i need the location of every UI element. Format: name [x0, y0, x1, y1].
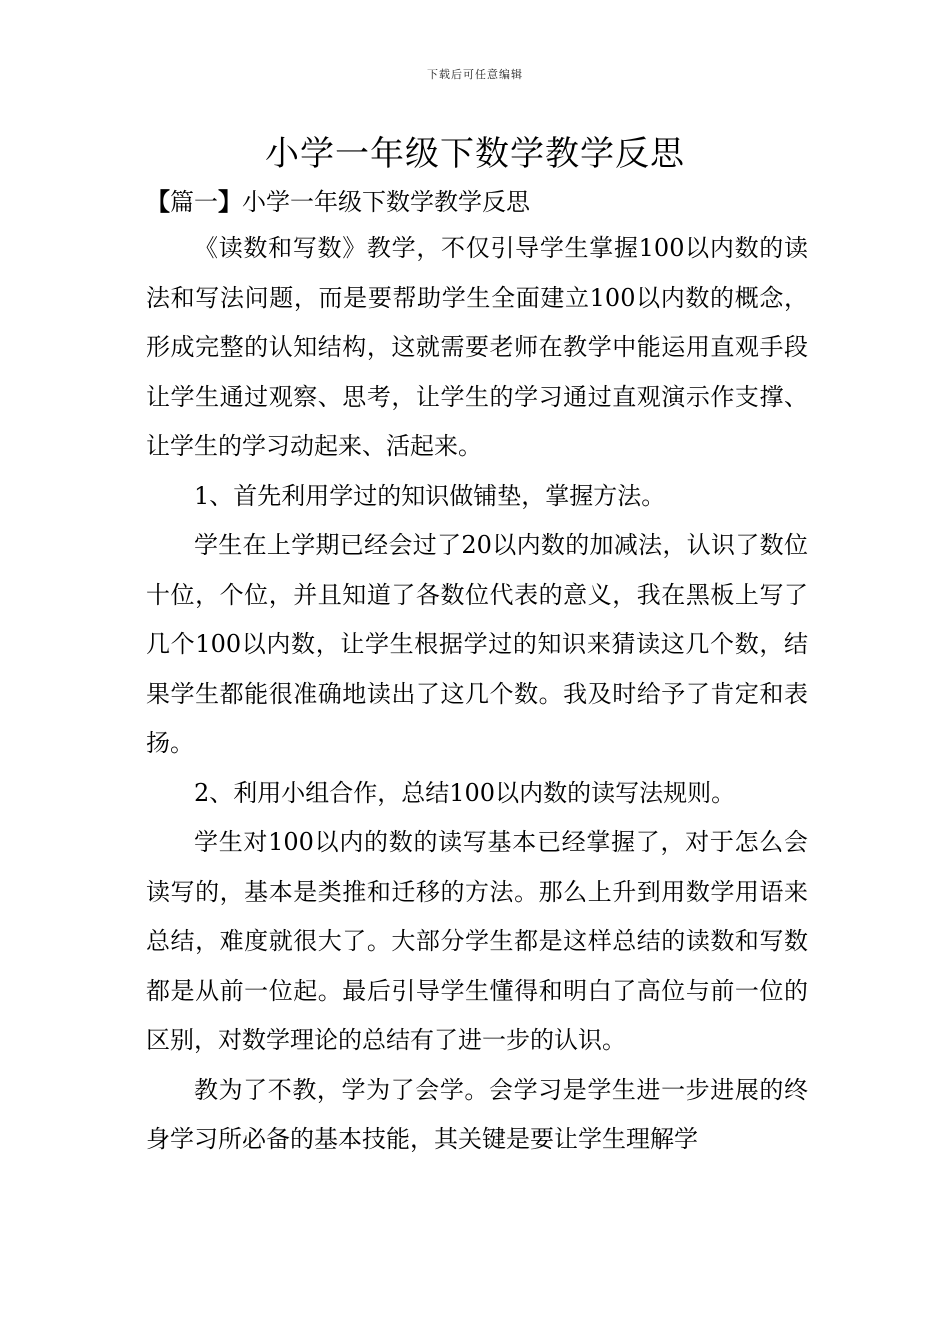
- section-close-bracket: 】: [218, 187, 242, 216]
- document-title: 小学一年级下数学教学反思: [265, 134, 685, 174]
- paragraph-conclusion: 教为了不教，学为了会学。会学习是学生进一步进展的终身学习所必备的基本技能，其关键是要让学生理解学: [146, 1075, 808, 1153]
- section-heading: [146, 182, 530, 217]
- paragraph-point-2-body: 学生对100以内的数的读写基本已经掌握了，对于怎么会读写的，基本是类推和迁移的方法。那么上升到用数学用语来总结，难度就很大了。大部分学生都是这样总结的读数和写数都是从前一位起。最后引导学生懂得和明白了高位与前一位的区别，对数学理论的总结有了进一步的认识。: [146, 828, 808, 1054]
- paragraph-point-1-heading: 1、首先利用学过的知识做铺垫，掌握方法。: [194, 481, 666, 510]
- document-body: [146, 224, 808, 1165]
- section-open-bracket: 【: [146, 187, 170, 216]
- paragraph-intro: 《读数和写数》教学，不仅引导学生掌握100以内数的读法和写法问题，而是要帮助学生全面建立100以内数的概念，形成完整的认知结构，这就需要老师在教学中能运用直观手段让学生通过观察、思考，让学生的学习通过直观演示作支撑、让学生的学习动起来、活起来。: [146, 234, 808, 460]
- header-note: 下载后可任意编辑: [427, 68, 523, 81]
- section-label: 篇一: [170, 188, 218, 216]
- section-title: 小学一年级下数学教学反思: [242, 188, 530, 216]
- paragraph-point-1-body: 学生在上学期已经会过了20以内数的加减法，认识了数位十位，个位，并且知道了各数位代表的意义，我在黑板上写了几个100以内数，让学生根据学过的知识来猜读这几个数，结果学生都能很准确地读出了这几个数。我及时给予了肯定和表扬。: [146, 531, 808, 757]
- paragraph-point-2-heading: 2、利用小组合作，总结100以内数的读写法规则。: [194, 778, 736, 807]
